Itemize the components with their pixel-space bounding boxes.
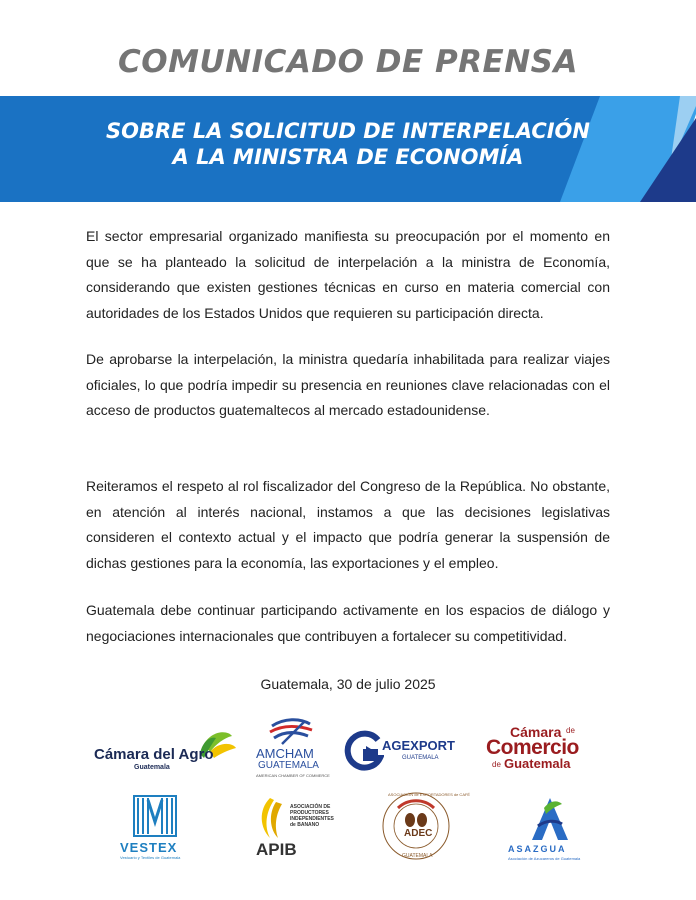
agexport-sub: GUATEMALA [402,755,439,761]
apib-desc3: INDEPENDIENTES [290,816,334,822]
date-line: Guatemala, 30 de julio 2025 [260,676,436,692]
vestex-emblem-icon [118,794,200,840]
camara-comercio-line3a: de [492,760,501,769]
vestex-name: VESTEX [120,840,178,855]
agexport-name: AGEXPORT [382,738,455,753]
banana-icon [254,796,288,840]
asazgua-name: ASAZGUA [508,844,567,854]
amcham-logo [254,716,330,780]
asazgua-logo [500,796,600,862]
amcham-name: AMCHAM [256,746,314,761]
amcham-tag: AMERICAN CHAMBER OF COMMERCE [256,773,330,778]
asazgua-emblem-icon [500,796,600,842]
amcham-sub: GUATEMALA [258,760,319,771]
camara-comercio-line3b: Guatemala [504,756,571,771]
apib-logo [254,796,344,860]
apib-desc1: ASOCIACIÓN DE [290,804,331,810]
paragraph-4: Guatemala debe continuar participando activamente en los espacios de diálogo y negociaciones internacionales que contribuyen a fortalecer su competitividad. [86,602,610,644]
camara-comercio-line1b: de [566,726,575,735]
page-title: COMUNICADO DE PRENSA [118,44,578,80]
banner-subtitle-line1: SOBRE LA SOLICITUD DE INTERPELACIÓN [106,119,590,143]
apib-desc2: PRODUCTORES [290,810,329,816]
adec-logo [380,790,471,862]
camara-agro-name: Cámara del Agro [94,746,214,763]
paragraph-2: De aprobarse la interpelación, la ministra quedaría inhabilitada para realizar viajes oficiales, lo que podría impedir su presencia en reuniones clave relacionadas con el acceso de productos guatemaltecos al mercado estadounidense. [86,351,610,419]
banner-subtitle [0,118,696,170]
adec-seal-icon [380,790,452,862]
amcham-emblem-icon [254,716,330,748]
camara-agro-sub: Guatemala [134,764,170,771]
camara-comercio-logo [486,724,592,774]
adec-name: ADEC [404,828,433,839]
paragraph-3: Reiteramos el respeto al rol fiscalizador del Congreso de la República. No obstante, en atención al interés nacional, instamos a que las decisiones legislativas consideren el contexto actual y el impacto que podría generar la suspensión de dichas gestiones para la economía, las exportaciones y el empleo. [86,478,610,571]
camara-comercio-line1: Cámara [510,724,562,740]
agexport-g-icon [342,730,384,772]
apib-name: APIB [256,840,297,859]
camara-agro-logo [92,728,240,774]
camara-comercio-line2: Comercio [486,736,579,759]
vestex-logo [118,794,200,860]
banner-subtitle-line2: A LA MINISTRA DE ECONOMÍA [172,145,524,169]
agexport-logo [342,730,464,772]
apib-desc4: de BANANO [290,822,320,828]
adec-ring-bottom: GUATEMALA [402,853,433,859]
vestex-sub: Vestuario y Textiles de Guatemala [120,855,181,860]
paragraph-1: El sector empresarial organizado manifiesta su preocupación por el momento en que se ha planteado la solicitud de interpelación a la ministra de Economía, considerando que existen gestiones técnicas en curso en materia comercial con autoridades de los Estados Unidos que requieren su participación directa. [86,228,610,321]
asazgua-sub: Asociación de Azucareros de Guatemala [508,856,581,861]
adec-ring-top: ASOCIACIÓN de EXPORTADORES de CAFÉ [388,792,471,797]
